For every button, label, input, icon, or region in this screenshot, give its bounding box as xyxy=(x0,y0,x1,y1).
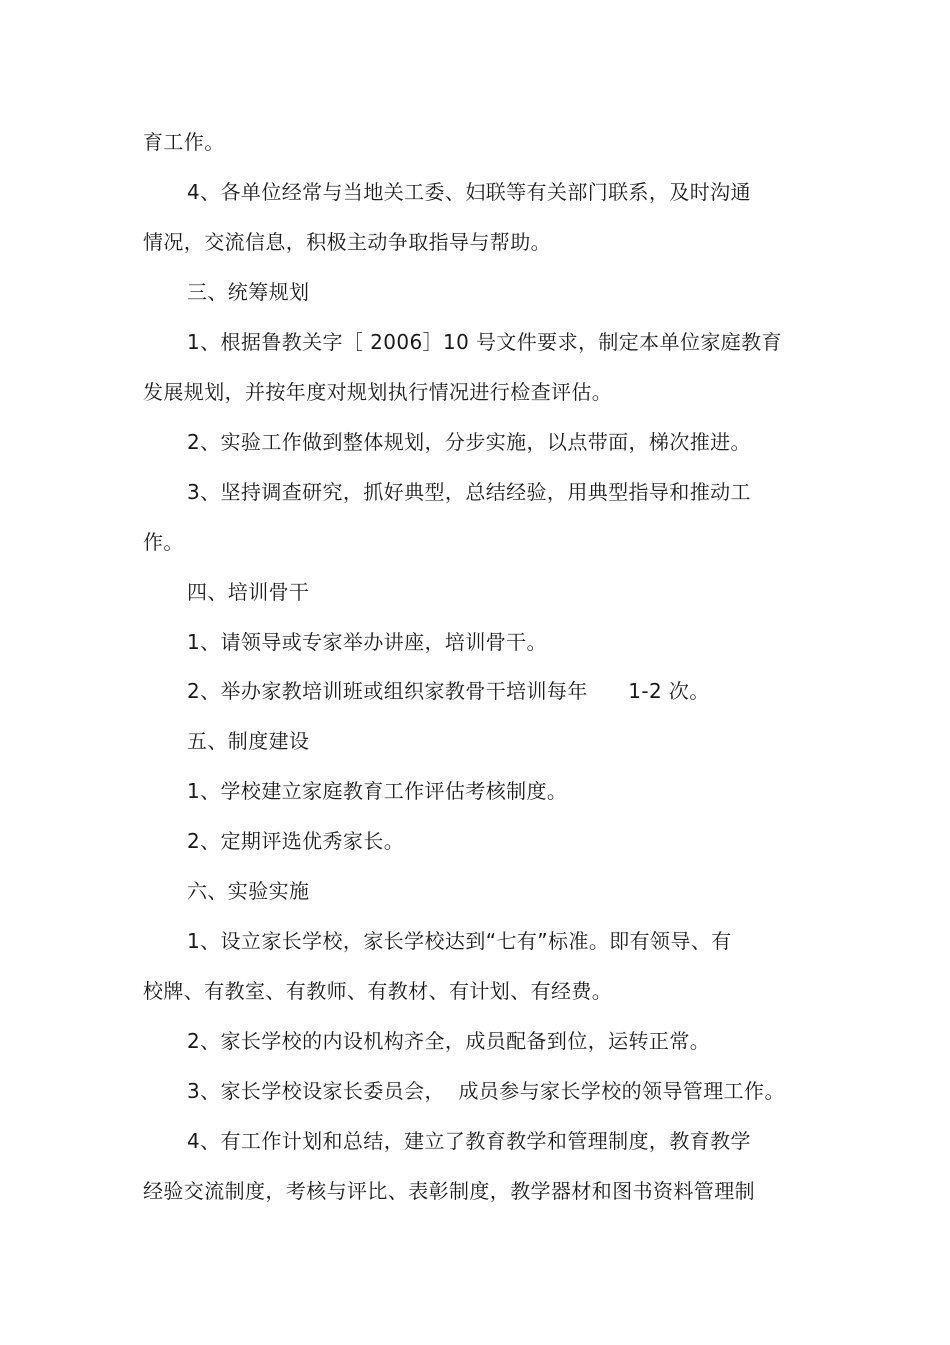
paragraph-line: 2、实验工作做到整体规划，分步实施，以点带面，梯次推进。 xyxy=(187,430,751,454)
paragraph-line: 育工作。 xyxy=(143,130,225,154)
section-heading: 六、实验实施 xyxy=(187,879,310,903)
section-heading: 五、制度建设 xyxy=(187,729,310,753)
paragraph-line: 发展规划，并按年度对规划执行情况进行检查评估。 xyxy=(143,380,613,404)
paragraph-line: 2、家长学校的内设机构齐全，成员配备到位，运转正常。 xyxy=(187,1029,711,1053)
paragraph-line: 2、举办家教培训班或组织家教骨干培训每年 1-2 次。 xyxy=(187,679,710,703)
paragraph-line: 经验交流制度，考核与评比、表彰制度，教学器材和图书资料管理制 xyxy=(143,1179,755,1203)
paragraph-line: 3、家长学校设家长委员会， 成员参与家长学校的领导管理工作。 xyxy=(187,1079,785,1103)
paragraph-line: 情况，交流信息，积极主动争取指导与帮助。 xyxy=(143,230,551,254)
paragraph-line: 4、各单位经常与当地关工委、妇联等有关部门联系，及时沟通 xyxy=(187,180,751,204)
paragraph-line: 1、根据鲁教关字［ 2006］10 号文件要求，制定本单位家庭教育 xyxy=(187,330,782,354)
paragraph-line: 1、请领导或专家举办讲座，培训骨干。 xyxy=(187,630,547,654)
section-heading: 三、统筹规划 xyxy=(187,280,310,304)
paragraph-line: 校牌、有教室、有教师、有教材、有计划、有经费。 xyxy=(143,979,613,1003)
paragraph-line: 1、设立家长学校，家长学校达到“七有”标准。即有领导、有 xyxy=(187,929,732,953)
paragraph-line: 作。 xyxy=(143,530,184,554)
paragraph-line: 4、有工作计划和总结，建立了教育教学和管理制度，教育教学 xyxy=(187,1129,751,1153)
paragraph-line: 2、定期评选优秀家长。 xyxy=(187,829,405,853)
paragraph-line: 1、学校建立家庭教育工作评估考核制度。 xyxy=(187,779,568,803)
section-heading: 四、培训骨干 xyxy=(187,580,310,604)
paragraph-line: 3、坚持调查研究，抓好典型，总结经验，用典型指导和推动工 xyxy=(187,480,751,504)
